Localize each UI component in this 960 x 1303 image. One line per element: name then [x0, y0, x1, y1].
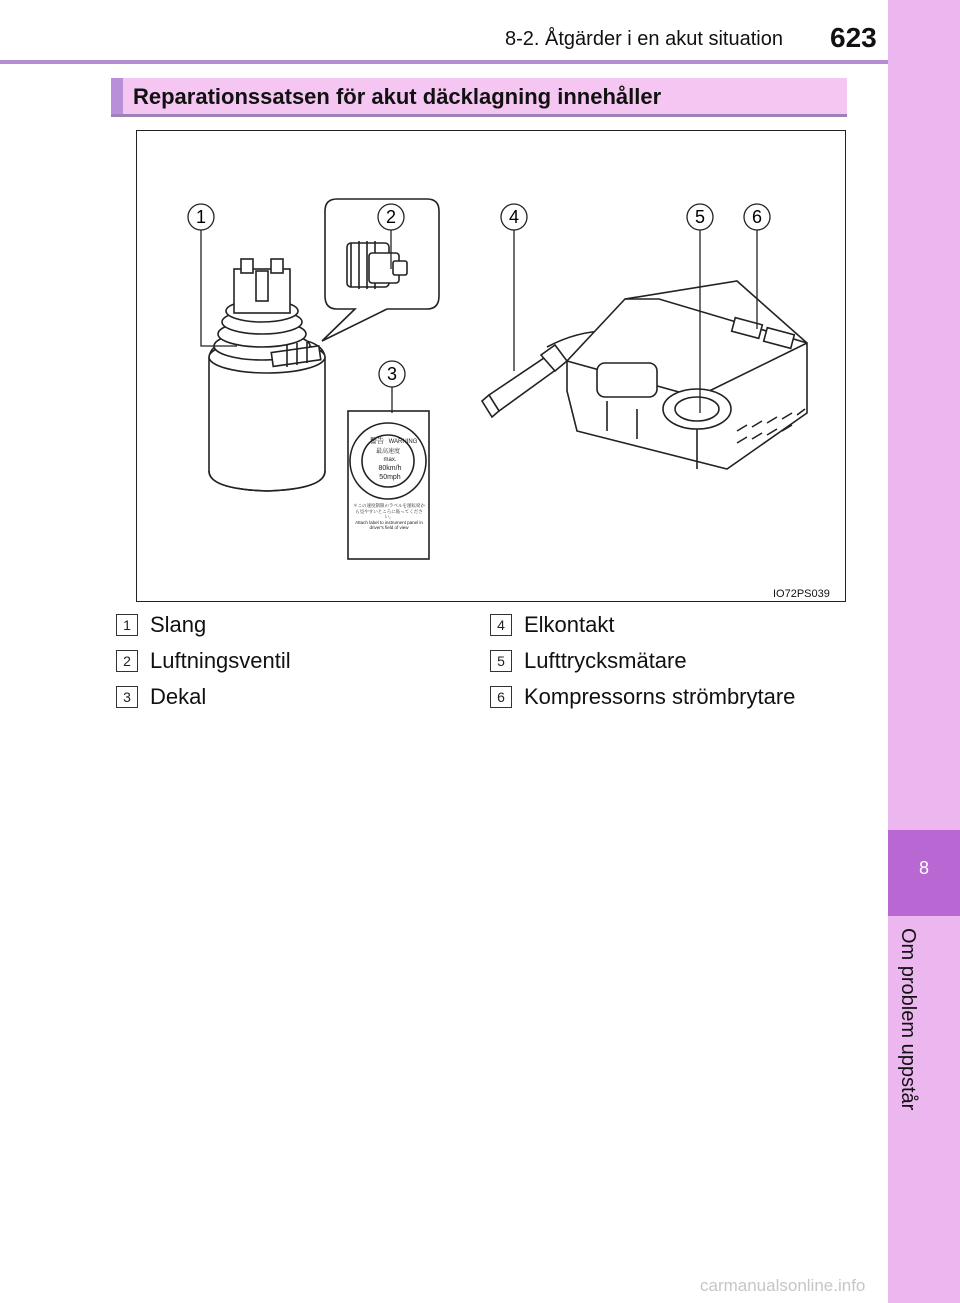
- svg-text:5: 5: [694, 207, 706, 227]
- legend-label: Luftningsventil: [150, 648, 291, 673]
- legend-number: 4: [490, 614, 512, 636]
- figure-code: IO72PS039: [773, 588, 830, 600]
- legend-number: 2: [116, 650, 138, 672]
- legend-label: Lufttrycksmätare: [524, 648, 687, 673]
- sticker-speed-ja: 最高速度: [375, 449, 401, 455]
- sticker-speed-mph: 50mph: [379, 474, 401, 481]
- callout-1: [188, 204, 214, 230]
- chapter-number: 8: [918, 858, 929, 878]
- legend-number: 5: [490, 650, 512, 672]
- callout-2: [378, 204, 404, 230]
- legend-number: 1: [116, 614, 138, 636]
- legend-number: 6: [490, 686, 512, 708]
- section-title: Reparationssatsen för akut däcklagning innehåller: [133, 84, 662, 109]
- callout-6: [744, 204, 770, 230]
- illustration-svg: [137, 131, 847, 603]
- sticker-warning-ja: 警告: [370, 438, 384, 445]
- sticker-max: max.: [383, 457, 397, 463]
- svg-text:1: 1: [195, 207, 207, 227]
- section-heading-accent: [111, 78, 123, 114]
- callout-5: [687, 204, 713, 230]
- sealant-bottle-icon: [209, 259, 325, 491]
- legend-label: Kompressorns strömbrytare: [524, 684, 796, 709]
- svg-text:3: 3: [386, 364, 398, 384]
- svg-text:4: 4: [508, 207, 520, 227]
- callout-4: [501, 204, 527, 230]
- legend-label: Elkontakt: [524, 612, 615, 637]
- svg-text:2: 2: [385, 207, 397, 227]
- sticker-speed-kmh: 80km/h: [378, 465, 402, 472]
- repair-kit-illustration: [136, 130, 846, 602]
- page-number: 623: [830, 22, 877, 53]
- callout-3: [379, 361, 405, 387]
- svg-text:6: 6: [751, 207, 763, 227]
- chapter-title: Om problem uppstår: [897, 928, 919, 1111]
- section-reference: 8-2. Åtgärder i en akut situation: [505, 28, 783, 50]
- sticker-warning-en: WARNING: [388, 439, 418, 445]
- compressor-icon: [567, 281, 807, 469]
- legend-label: Dekal: [150, 684, 207, 709]
- watermark: carmanualsonline.info: [700, 1276, 866, 1295]
- sticker-note-en: Attach label to instrument panel in driver's field of view: [355, 519, 423, 530]
- header-divider: [0, 60, 888, 64]
- sticker-note-ja: ＊この速度制限のラベルを運転席から見やすいところに貼ってください。: [353, 503, 425, 519]
- legend-label: Slang: [150, 612, 207, 637]
- legend-number: 3: [116, 686, 138, 708]
